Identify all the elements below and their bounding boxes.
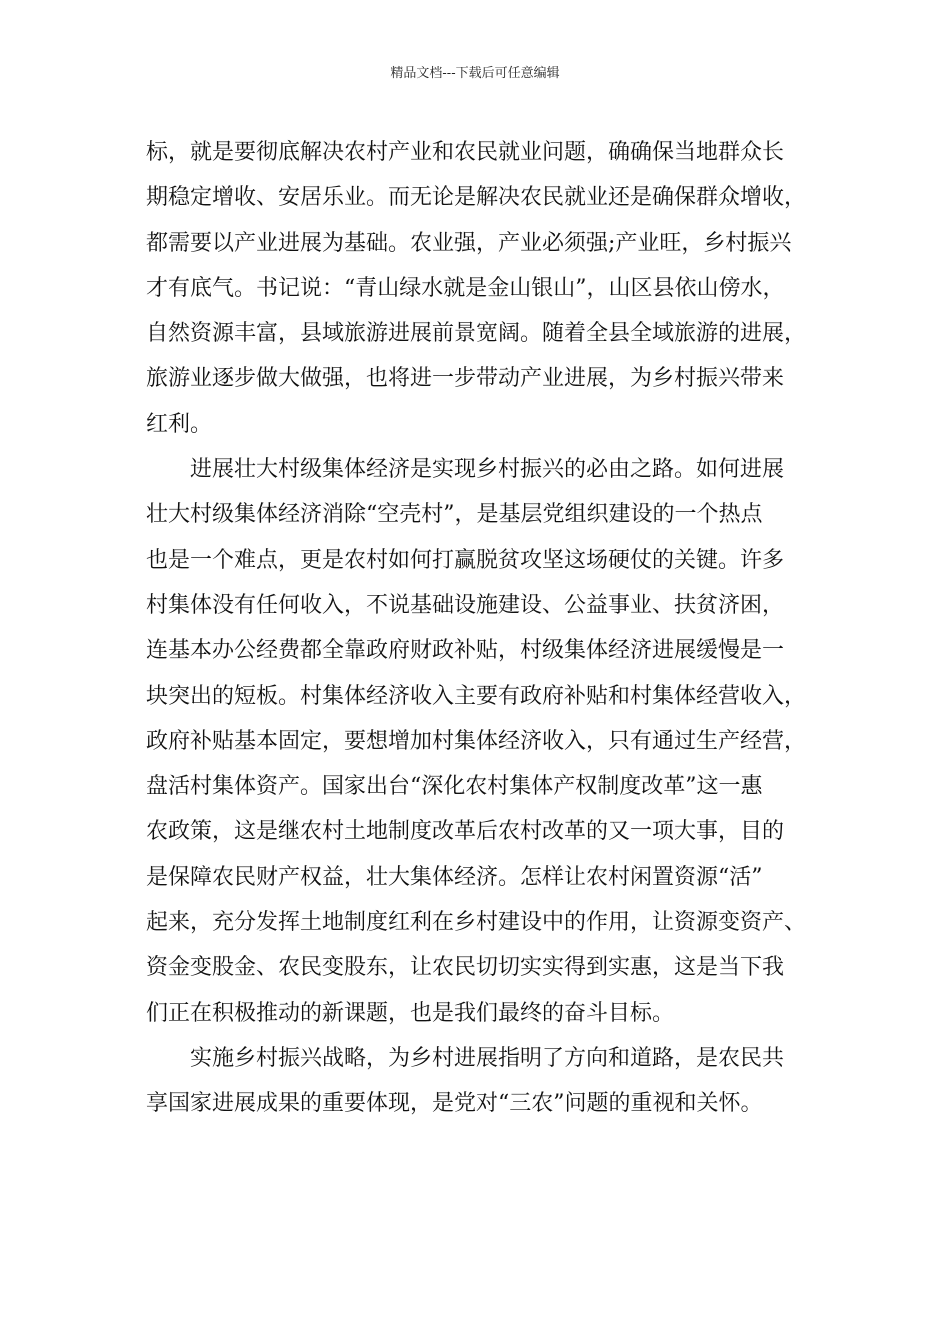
text-line: 连基本办公经费都全靠政府财政补贴，村级集体经济进展缓慢是一 — [146, 638, 785, 664]
text-line: 起来，充分发挥土地制度红利在乡村建设中的作用，让资源变资产、 — [146, 910, 807, 936]
text-line: 壮大村级集体经济消除“空壳村”，是基层党组织建设的一个热点 — [146, 502, 763, 528]
text-line: 们正在积极推动的新课题，也是我们最终的奋斗目标。 — [146, 1000, 675, 1026]
text-line: 期稳定增收、安居乐业。而无论是解决农民就业还是确保群众增收， — [146, 185, 807, 211]
paragraph-1 — [146, 130, 806, 447]
text-line: 块突出的短板。村集体经济收入主要有政府补贴和村集体经营收入， — [146, 683, 807, 709]
text-line: 都需要以产业进展为基础。农业强，产业必须强;产业旺，乡村振兴 — [146, 230, 792, 256]
text-line: 才有底气。书记说：“青山绿水就是金山银山”，山区县依山傍水， — [146, 275, 785, 301]
text-line: 进展壮大村级集体经济是实现乡村振兴的必由之路。如何进展 — [190, 457, 785, 483]
text-line: 资金变股金、农民变股东，让农民切切实实得到实惠，这是当下我 — [146, 955, 785, 981]
text-line: 盘活村集体资产。国家出台“深化农村集体产权制度改革”这一惠 — [146, 774, 763, 800]
text-line: 村集体没有任何收入，不说基础设施建设、公益事业、扶贫济困， — [146, 592, 785, 618]
text-line: 旅游业逐步做大做强，也将进一步带动产业进展，为乡村振兴带来 — [146, 366, 785, 392]
body-text — [146, 130, 806, 1127]
text-line: 政府补贴基本固定，要想增加村集体经济收入，只有通过生产经营， — [146, 728, 807, 754]
text-line: 是保障农民财产权益，壮大集体经济。怎样让农村闲置资源“活” — [146, 864, 763, 890]
text-line: 自然资源丰富，县域旅游进展前景宽阔。随着全县全域旅游的进展， — [146, 321, 807, 347]
paragraph-2 — [146, 447, 806, 1036]
text-line: 实施乡村振兴战略，为乡村进展指明了方向和道路，是农民共 — [190, 1045, 785, 1071]
text-line: 也是一个难点，更是农村如何打赢脱贫攻坚这场硬仗的关键。许多 — [146, 547, 785, 573]
page-header: 精品文档---下载后可任意编辑 — [390, 66, 560, 81]
text-line: 享国家进展成果的重要体现，是党对“三农”问题的重视和关怀。 — [146, 1091, 763, 1117]
text-line: 标，就是要彻底解决农村产业和农民就业问题，确确保当地群众长 — [146, 140, 785, 165]
text-line: 红利。 — [146, 411, 213, 437]
paragraph-3 — [146, 1036, 806, 1127]
text-line: 农政策，这是继农村土地制度改革后农村改革的又一项大事，目的 — [146, 819, 785, 845]
